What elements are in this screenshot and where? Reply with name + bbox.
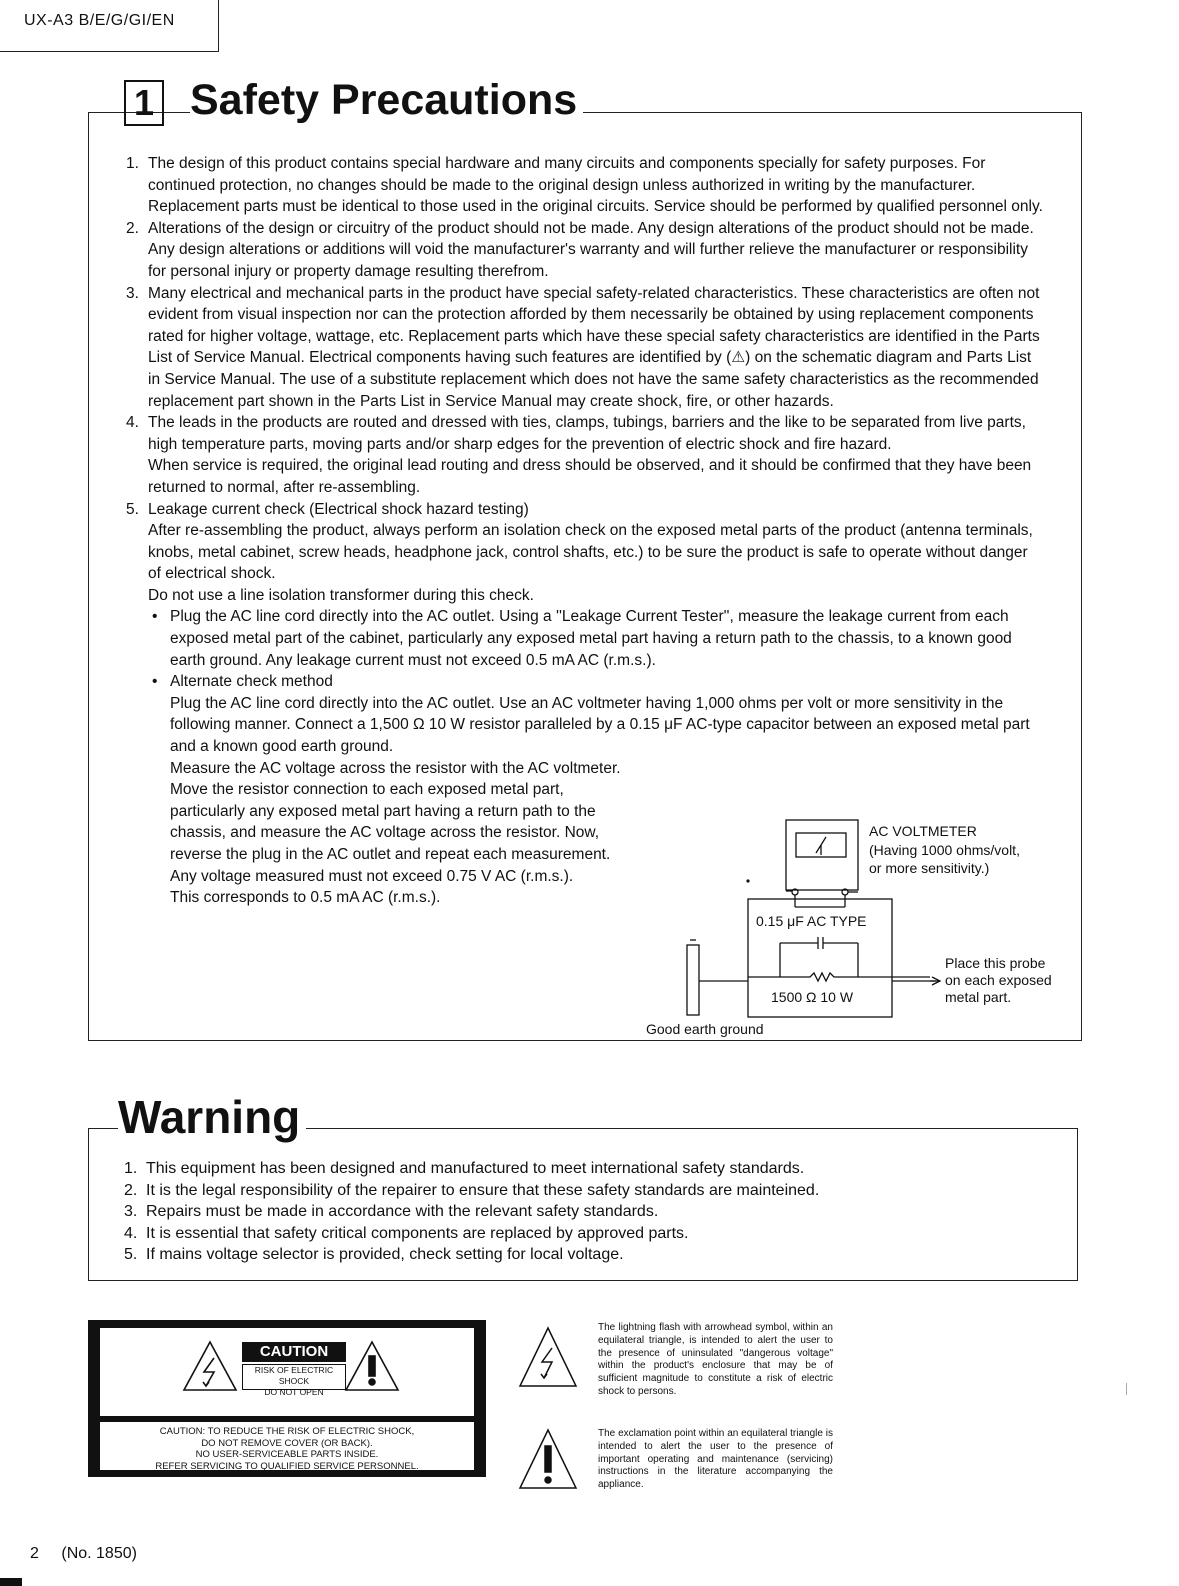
list-item: 1. This equipment has been designed and manufactured to meet international safety standards. bbox=[124, 1158, 954, 1180]
voltmeter-box bbox=[786, 820, 858, 890]
warning-item-5: If mains voltage selector is provided, check setting for local voltage. bbox=[146, 1246, 624, 1263]
warning-item-2: It is the legal responsibility of the repairer to ensure that these safety standards are mainteined. bbox=[146, 1181, 820, 1199]
model-number: UX-A3 B/E/G/GI/EN bbox=[24, 12, 175, 29]
caution-line-3: NO USER-SERVICEABLE PARTS INSIDE. bbox=[195, 1449, 379, 1460]
list-item: 3. Many electrical and mechanical parts in the product have special safety-related characteristics. These characteristics are often not evident from visual inspection nor can the protection afforded by them necessarily be obtained by using replacement components rated for higher voltage, wattage, etc. Replacement parts which have these special safety characteristics are identified in the Parts List of Service Manual. Electrical components having such features are identified by (⚠) on the schematic diagram and Parts List in Service Manual. The use of a substitute replacement which does not have the same safety characteristics as the recommended replacement part shown in the Parts List in Service Manual may create shock, fire, or other hazards. bbox=[126, 283, 1044, 413]
safety-item-5a: After re-assembling the product, always perform an isolation check on the exposed metal parts of the product (antenna terminals, knobs, metal cabinet, screw heads, headphone jack, control shafts, etc.) to be sure the product is safe to operate without danger of electrical shock. bbox=[148, 522, 1033, 583]
capacitor-label: 0.15 μF AC TYPE bbox=[756, 913, 867, 929]
caution-subtitle bbox=[242, 1364, 346, 1397]
safety-item-5b: Do not use a line isolation transformer during this check. bbox=[148, 586, 534, 604]
corresponds-text: This corresponds to 0.5 mA AC (r.m.s.). bbox=[170, 889, 441, 907]
voltmeter-label: AC VOLTMETER bbox=[869, 823, 977, 839]
model-header-box bbox=[0, 0, 219, 52]
voltmeter-note-2: or more sensitivity.) bbox=[869, 860, 990, 876]
warning-list bbox=[124, 1158, 954, 1266]
caution-text-block bbox=[100, 1422, 474, 1470]
page-footer bbox=[30, 1545, 137, 1563]
caution-line-2: DO NOT REMOVE COVER (OR BACK). bbox=[201, 1437, 373, 1449]
list-item: 2. It is the legal responsibility of the repairer to ensure that these safety standards are mainteined. bbox=[124, 1180, 954, 1202]
page-number: 2 bbox=[30, 1545, 39, 1562]
leakage-test-diagram bbox=[640, 815, 1080, 1045]
leakage-tester-text: Plug the AC line cord directly into the AC outlet. Using a ''Leakage Current Tester'', measure the leakage current from each exposed metal part of the cabinet, particularly any exposed metal part having a return path to the chassis, to a known good earth ground. Any leakage current must not exceed 0.5 mA AC (r.m.s.). bbox=[170, 608, 1012, 669]
bullet-item bbox=[148, 606, 1044, 671]
safety-item-1: The design of this product contains special hardware and many circuits and components specially for safety purposes. For continued protection, no changes should be made to the original design unless authorized in writing by the manufacturer. Replacement parts must be identical to those used in the original circuits. Service should be performed by qualified personnel only. bbox=[148, 155, 1043, 216]
list-item: 5. Leakage current check (Electrical shock hazard testing) After re-assembling the product, always perform an isolation check on the exposed metal parts of the product (antenna terminals, knobs, metal cabinet, screw heads, headphone jack, control shafts, etc.) to be sure the product is safe to operate without danger of electrical shock. Do not use a line isolation transformer during this check. • Plug the AC line cord directly into the AC outlet. Using a ''Leakage Current Tester'', measure the leakage current from each exposed metal part of the cabinet, particularly any exposed metal part having a return path to the chassis, to a known good earth ground. Any leakage current must not exceed 0.5 mA AC (r.m.s.). • Alternate check method Plug the AC line cord directly into the AC outlet. Use an AC voltmeter having 1,000 ohms per volt or more sensitivity in the following manner. Connect a 1,500 Ω 10 W resistor paralleled by a 0.15 μF AC-type capacitor between an exposed metal part and a known good earth ground. Measure the AC voltage across the resistor with the AC voltmeter. Move the resistor connection to each exposed metal part, particularly any exposed metal part having a return path to the chassis, and measure the AC voltage across the resistor. Now, reverse the plug in the AC outlet and repeat each measurement. Any voltage measured must not exceed 0.75 V AC (r.m.s.). This corresponds to 0.5 mA AC (r.m.s.). bbox=[126, 499, 1044, 909]
list-item: 2. Alterations of the design or circuitry of the product should not be made. Any design alterations of the product should not be made. Any design alterations or additions will void the manufacturer's warranty and will further relieve the manufacturer or responsibility for personal injury or property damage resulting therefrom. bbox=[126, 218, 1044, 283]
alternate-method-title: Alternate check method bbox=[170, 673, 333, 691]
warning-item-3: Repairs must be made in accordance with the relevant safety standards. bbox=[146, 1203, 659, 1220]
list-item: 5. If mains voltage selector is provided, check setting for local voltage. bbox=[124, 1244, 954, 1266]
caution-risk-text: RISK OF ELECTRIC SHOCK bbox=[254, 1365, 334, 1386]
warning-item-4: It is essential that safety critical components are replaced by approved parts. bbox=[146, 1224, 689, 1242]
list-item: 4. The leads in the products are routed and dressed with ties, clamps, tubings, barriers and the like to be separated from live parts, high temperature parts, moving parts and/or sharp edges for the prevention of electric shock and fire hazard. When service is required, the original lead routing and dress should be observed, and it should be confirmed that they have been returned to normal, after re-assembling. bbox=[126, 412, 1044, 498]
scan-artifact bbox=[1126, 1383, 1127, 1395]
warning-title: Warning bbox=[118, 1090, 306, 1144]
exclamation-symbol-icon bbox=[520, 1430, 576, 1488]
caution-line-4: REFER SERVICING TO QUALIFIED SERVICE PERSONNEL. bbox=[155, 1460, 419, 1472]
lightning-symbol-description: The lightning flash with arrowhead symbol, within an equilateral triangle, is intended to alert the user to the presence of uninsulated "dangerous voltage" within the product's enclosure that may be of sufficient magnitude to constitute a risk of electric shock to persons. bbox=[598, 1322, 833, 1397]
alternate-method-text: Plug the AC line cord directly into the AC outlet. Use an AC voltmeter having 1,000 ohms per volt or more sensitivity in the following manner. Connect a 1,500 Ω 10 W resistor paralleled by a 0.15 μF AC-type capacitor between an exposed metal part and a known good earth ground. bbox=[170, 694, 1030, 756]
safety-precautions-list bbox=[126, 153, 1044, 909]
ground-label: Good earth ground bbox=[646, 1021, 764, 1037]
earth-ground-plate bbox=[687, 945, 699, 1015]
caution-label bbox=[88, 1320, 486, 1477]
warning-item-1: This equipment has been designed and manufactured to meet international safety standards. bbox=[146, 1160, 805, 1177]
bullet-dot: • bbox=[152, 673, 158, 691]
safety-item-2: Alterations of the design or circuitry of the product should not be made. Any design alterations of the product should not be made. Any design alterations or additions will void the manufacturer's warranty and will further relieve the manufacturer or responsibility for personal injury or property damage resulting therefrom. bbox=[148, 219, 1034, 280]
resistor-zigzag bbox=[748, 973, 930, 981]
document-number: (No. 1850) bbox=[61, 1545, 137, 1562]
measure-voltage-text: Measure the AC voltage across the resistor with the AC voltmeter. bbox=[170, 759, 621, 777]
page-title: Safety Precautions bbox=[190, 76, 583, 125]
caution-title: CAUTION bbox=[242, 1342, 346, 1362]
safety-item-3: Many electrical and mechanical parts in the product have special safety-related characteristics. These characteristics are often not evident from visual inspection nor can the protection afforded by them necessarily be obtained by using replacement components rated for higher voltage, wattage, etc. Replacement parts which have these special safety characteristics are identified in the Parts List of Service Manual. Electrical components having such features are identified by (⚠) on the schematic diagram and Parts List in Service Manual. The use of a substitute replacement which does not have the same safety characteristics as the recommended replacement part shown in the Parts List in Service Manual may create shock, fire, or other hazards. bbox=[148, 284, 1040, 410]
lightning-symbol-icon bbox=[520, 1328, 576, 1386]
voltmeter-note-1: (Having 1000 ohms/volt, bbox=[869, 842, 1020, 858]
exclamation-symbol-description: The exclamation point within an equilateral triangle is intended to alert the user to the presence of important operating and maintenance (servicing) instructions in the literature accompanying the appliance. bbox=[598, 1428, 833, 1491]
safety-item-4a: The leads in the products are routed and dressed with ties, clamps, tubings, barriers and the like to be separated from live parts, high temperature parts, moving parts and/or sharp edges for the prevention of electric shock and fire hazard. bbox=[148, 414, 1026, 453]
list-item: 4. It is essential that safety critical components are replaced by approved parts. bbox=[124, 1223, 954, 1245]
list-item: 3. Repairs must be made in accordance with the relevant safety standards. bbox=[124, 1201, 954, 1223]
caution-do-not-open: DO NOT OPEN bbox=[264, 1387, 324, 1397]
section-number: 1 bbox=[124, 80, 164, 126]
exclamation-warning-icon bbox=[346, 1342, 398, 1390]
probe-label-3: metal part. bbox=[945, 989, 1012, 1005]
resistor-label: 1500 Ω 10 W bbox=[771, 989, 854, 1005]
caution-line-1: CAUTION: TO REDUCE THE RISK OF ELECTRIC SHOCK, bbox=[159, 1426, 415, 1437]
bullet-dot: • bbox=[152, 608, 158, 626]
corner-registration-mark bbox=[0, 1578, 22, 1586]
list-item: 1. The design of this product contains special hardware and many circuits and components specially for safety purposes. For continued protection, no changes should be made to the original design unless authorized in writing by the manufacturer. Replacement parts must be identical to those used in the original circuits. Service should be performed by qualified personnel only. bbox=[126, 153, 1044, 218]
safety-item-5-title: Leakage current check (Electrical shock hazard testing) bbox=[148, 500, 529, 518]
lightning-warning-icon bbox=[184, 1342, 236, 1390]
probe-label-1: Place this probe bbox=[945, 955, 1046, 971]
move-resistor-text: Move the resistor connection to each exposed metal part, particularly any exposed metal part having a return path to the chassis, and measure the AC voltage across the resistor. Now, reverse the plug in the AC outlet and repeat each measurement. Any voltage measured must not exceed 0.75 V AC (r.m.s.). bbox=[170, 781, 611, 885]
safety-item-4b: When service is required, the original lead routing and dress should be observed, and it should be confirmed that they have been returned to normal, after re-assembling. bbox=[148, 457, 1032, 496]
probe-label-2: on each exposed bbox=[945, 972, 1052, 988]
